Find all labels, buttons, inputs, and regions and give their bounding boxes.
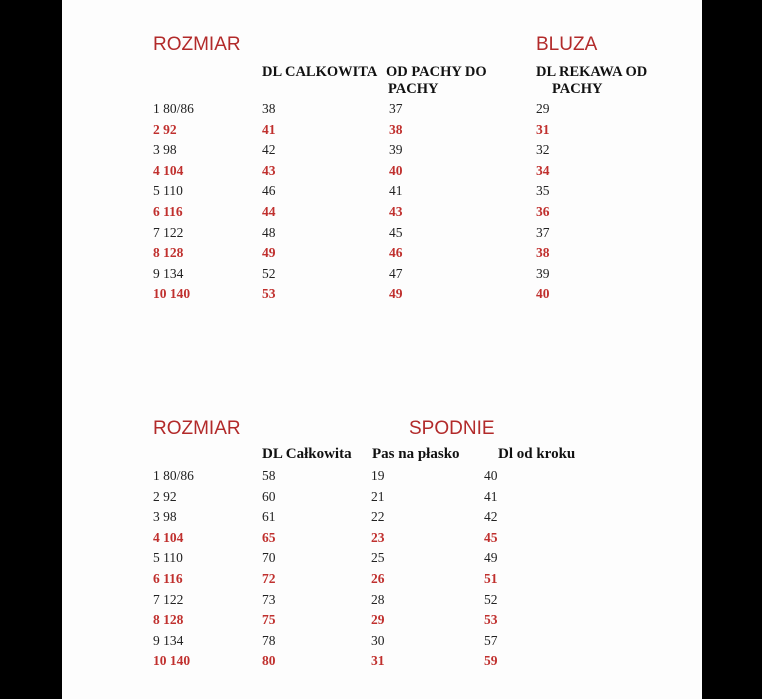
bluza-col-dl-calkowita: DL CALKOWITA	[262, 64, 378, 80]
spodnie-cell-pas: 23	[371, 529, 385, 545]
spodnie-cell-dl: 78	[262, 632, 276, 648]
bluza-cell-pachy: 45	[389, 224, 403, 240]
spodnie-cell-krok: 45	[484, 529, 498, 545]
bluza-cell-rekawa: 29	[536, 101, 550, 116]
spodnie-cell-size: 9 134	[153, 632, 184, 648]
spodnie-cell-dl: 80	[262, 653, 276, 669]
bluza-cell-pachy: 49	[389, 286, 403, 302]
spodnie-cell-size: 6 116	[153, 571, 183, 586]
bluza-cell-dl: 53	[262, 286, 276, 302]
spodnie-cell-krok: 41	[484, 488, 498, 504]
spodnie-cell-size: 2 92	[153, 488, 177, 504]
spodnie-col-pas: Pas na płasko	[372, 446, 460, 462]
bluza-cell-size: 8 128	[153, 245, 184, 261]
spodnie-cell-pas: 22	[371, 509, 385, 525]
spodnie-cell-dl: 70	[262, 550, 276, 566]
bluza-cell-rekawa: 37	[536, 224, 550, 240]
bluza-product-title: BLUZA	[536, 34, 598, 55]
spodnie-cell-size: 5 110	[153, 550, 183, 566]
bluza-cell-pachy: 43	[389, 204, 403, 219]
bluza-cell-rekawa: 31	[536, 121, 550, 137]
bluza-cell-pachy: 38	[389, 121, 403, 137]
bluza-col-rekawa-line1: DL REKAWA OD	[536, 64, 648, 80]
size-chart-page	[62, 0, 702, 699]
bluza-col-rekawa-line2: PACHY	[552, 81, 603, 97]
spodnie-cell-pas: 19	[371, 468, 385, 483]
spodnie-cell-size: 7 122	[153, 591, 184, 607]
bluza-col-od-pachy-line2: PACHY	[388, 81, 439, 97]
spodnie-cell-pas: 28	[371, 591, 385, 607]
spodnie-cell-krok: 42	[484, 509, 498, 525]
spodnie-cell-size: 8 128	[153, 612, 184, 628]
bluza-cell-size: 2 92	[153, 121, 177, 137]
spodnie-cell-krok: 51	[484, 571, 498, 586]
spodnie-col-krok: Dl od kroku	[498, 446, 576, 462]
spodnie-cell-pas: 25	[371, 550, 385, 566]
spodnie-cell-size: 4 104	[153, 529, 184, 545]
bluza-cell-rekawa: 34	[536, 162, 550, 178]
bluza-cell-size: 6 116	[153, 204, 183, 219]
bluza-cell-size: 4 104	[153, 162, 184, 178]
spodnie-cell-dl: 75	[262, 612, 276, 628]
bluza-cell-size: 3 98	[153, 142, 177, 158]
bluza-cell-rekawa: 36	[536, 204, 550, 219]
bluza-cell-pachy: 39	[389, 142, 403, 158]
spodnie-cell-krok: 57	[484, 632, 498, 648]
bluza-cell-rekawa: 39	[536, 265, 550, 281]
bluza-cell-rekawa: 35	[536, 183, 550, 199]
spodnie-product-title: SPODNIE	[409, 418, 495, 439]
spodnie-cell-dl: 65	[262, 529, 276, 545]
bluza-rozmiar-title: ROZMIAR	[153, 34, 241, 55]
bluza-cell-dl: 44	[262, 204, 276, 219]
spodnie-cell-krok: 52	[484, 591, 498, 607]
spodnie-cell-dl: 72	[262, 571, 276, 586]
bluza-cell-size: 7 122	[153, 224, 184, 240]
bluza-cell-rekawa: 38	[536, 245, 550, 261]
spodnie-cell-pas: 21	[371, 488, 385, 504]
spodnie-col-dl-calkowita: DL Całkowita	[262, 446, 352, 462]
bluza-col-od-pachy-line1: OD PACHY DO	[386, 64, 487, 80]
bluza-cell-size: 9 134	[153, 265, 184, 281]
spodnie-cell-krok: 53	[484, 612, 498, 628]
spodnie-rozmiar-title: ROZMIAR	[153, 418, 241, 439]
spodnie-cell-pas: 26	[371, 571, 385, 586]
bluza-cell-rekawa: 40	[536, 286, 550, 302]
spodnie-cell-dl: 60	[262, 488, 276, 504]
bluza-cell-dl: 46	[262, 183, 276, 199]
bluza-cell-size: 10 140	[153, 286, 191, 302]
spodnie-cell-dl: 58	[262, 468, 276, 483]
bluza-cell-dl: 43	[262, 162, 276, 178]
bluza-cell-pachy: 37	[389, 101, 403, 116]
bluza-cell-size: 1 80/86	[153, 101, 194, 116]
bluza-cell-pachy: 41	[389, 183, 403, 199]
spodnie-cell-size: 1 80/86	[153, 468, 194, 483]
spodnie-cell-size: 10 140	[153, 653, 191, 669]
bluza-cell-dl: 42	[262, 142, 276, 158]
spodnie-cell-pas: 29	[371, 612, 385, 628]
bluza-cell-pachy: 40	[389, 162, 403, 178]
bluza-cell-rekawa: 32	[536, 142, 550, 158]
bluza-cell-dl: 52	[262, 265, 276, 281]
bluza-cell-pachy: 47	[389, 265, 403, 281]
bluza-cell-pachy: 46	[389, 245, 403, 261]
bluza-cell-dl: 49	[262, 245, 276, 261]
bluza-cell-size: 5 110	[153, 183, 183, 199]
spodnie-cell-dl: 61	[262, 509, 276, 525]
bluza-cell-dl: 38	[262, 101, 276, 116]
spodnie-cell-krok: 59	[484, 653, 498, 669]
bluza-cell-dl: 41	[262, 121, 276, 137]
spodnie-cell-pas: 30	[371, 632, 385, 648]
spodnie-cell-krok: 49	[484, 550, 498, 566]
spodnie-cell-pas: 31	[371, 653, 385, 669]
spodnie-cell-size: 3 98	[153, 509, 177, 525]
bluza-cell-dl: 48	[262, 224, 276, 240]
spodnie-cell-krok: 40	[484, 468, 498, 483]
spodnie-cell-dl: 73	[262, 591, 276, 607]
